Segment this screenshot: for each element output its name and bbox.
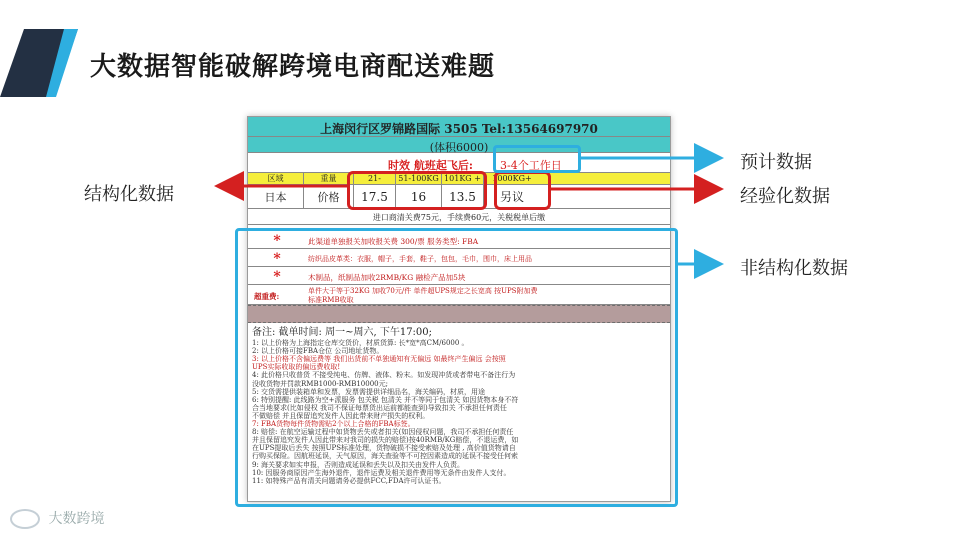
timing-value: 3-4个工作日 (500, 159, 562, 172)
remark-line: 6: 特别提醒: 此线路为空+派服务 包关税 包清关 并不等同于包清关 如因货物本身不符 (252, 395, 519, 404)
remark-line: 11: 如特殊产品有清关问题请务必提供FCC,FDA许可认证书。 (252, 476, 446, 485)
remark-line: 9: 海关要求如实申报，否则造成延误和丢失以及扣关由发件人负责。 (252, 460, 465, 469)
remark-line: 在UPS提取后丢失 按照UPS标准处理，货物破损不接受索赔及处理 , 高价值货物请自 (252, 444, 516, 453)
volume-row (248, 137, 670, 153)
fees-line: 进口商清关费75元，手续费60元，关税税单后缴 (372, 213, 546, 222)
label-structured-data: 结构化数据 (84, 184, 174, 205)
note-text: 纺织品皮革类：衣服，帽子，手套，鞋子，包包，毛巾，围巾，床上用品 (308, 255, 532, 263)
timing-row (248, 153, 670, 173)
price-cell: 价格 (304, 185, 354, 208)
note-text: 单件大于等于32KG 加收70元/件 单件超UPS规定之长宽高 按UPS附加费标准RMB收取 (308, 287, 538, 304)
remark-line: 2: 以上价格可接FBA仓位 公司地址货物。 (252, 347, 384, 356)
unstructured-data-highlight (235, 228, 678, 507)
logo-icon (10, 509, 40, 529)
note-text: 此渠道单独报关加收报关费 300/票 服务类型: FBA (308, 237, 479, 246)
remark-line: 5: 交货需提供装箱单和发票，发票需提供详细品名，海关编码，材质，用途 (252, 387, 486, 396)
header-cell: 101KG + (442, 173, 484, 184)
company-row (248, 117, 670, 137)
note-mark: * (273, 269, 281, 285)
price-cell: 另议 (499, 190, 524, 204)
remark-line: 3: 以上价格不含偏远费等 我们出货前不单独通知有无偏远 如最终产生偏远 会按照 (252, 355, 506, 364)
page-title: 大数据智能破解跨境电商配送难题 (90, 52, 496, 82)
remark-line: 1: 以上价格为上海指定仓库交货价，材质货算: 长*宽*高CM/6000 。 (252, 339, 469, 347)
remark-line: 并且保留追究发件人因此带来对我司的损失的赔偿)按40RMB/KG赔偿，不退运费，如 (252, 436, 519, 445)
note-mark: 超重费: (254, 292, 280, 301)
header-cell: 51-100KG (396, 173, 442, 184)
remark-line: 合当地要求(比如侵权 我司不保证每票货出运前都能查到)导致扣关 不承担任何责任 (252, 403, 507, 412)
structured-data-highlight (347, 171, 487, 210)
remark-line: 10: 因服务商原因产生海外退件，退件运费及相关退件费用等无条件由发件人支付。 (252, 468, 511, 477)
header-cell: 区域 (248, 173, 304, 184)
note-mark: * (273, 251, 281, 267)
label-experiential-data: 经验化数据 (740, 186, 830, 207)
volume-line: (体积6000) (429, 141, 489, 154)
fees-row (248, 209, 670, 225)
remark-line: 7: FBA货物每件货物需贴2个以上合格的FBA标签。 (252, 420, 415, 428)
note-text: 木制品，纸制品加收2RMB/KG 融检产品加5块 (308, 273, 466, 282)
header-cell: 重量 (304, 173, 354, 184)
price-cell: 16 (396, 185, 442, 208)
watermark-text: 大数跨境 (48, 511, 105, 527)
remark-line: 行购买保险。因航班延误，天气原因，海关查验等不可控因素造成的延误不接受任何索 (252, 452, 518, 461)
remark-line: UPS实际收取的偏远费收取! (252, 363, 341, 372)
footer-watermark (10, 508, 104, 529)
label-unstructured-data: 非结构化数据 (740, 258, 848, 279)
company-line: 上海闵行区罗锦路国际 3505 Tel:13564697970 (320, 122, 598, 136)
header-cell: 21- (354, 173, 396, 184)
predicted-data-highlight (493, 145, 581, 173)
remark-line: 没收货物并罚款RMB1000-RMB10000元; (252, 379, 388, 388)
experiential-data-highlight (494, 171, 551, 210)
price-cell: 日本 (248, 185, 304, 208)
remark-line: 8: 赔偿: 在航空运输过程中如货物丢失或者扣关(如因侵权问题，我司不承担任何责任 (252, 428, 514, 437)
label-predicted-data: 预计数据 (740, 152, 812, 173)
price-cell: 13.5 (442, 185, 484, 208)
note-mark: * (273, 233, 281, 249)
header-accent-bar (0, 29, 78, 97)
price-cell: 17.5 (354, 185, 396, 208)
timing-label: 时效 航班起飞后: (388, 159, 473, 172)
header-cell: 1000KG+ (492, 174, 532, 183)
remark-line: 不做赔偿 并且保留追究发件人因此带来财产损失的权利。 (252, 411, 430, 420)
remark-line: 4: 此价格只收普货 不接受纯电、仿牌、液体、粉末。如发现冲货或者带电不备注行为 (252, 371, 516, 380)
remarks-title: 备注: 截单时间: 周一~周六, 下午17:00; (252, 327, 433, 338)
